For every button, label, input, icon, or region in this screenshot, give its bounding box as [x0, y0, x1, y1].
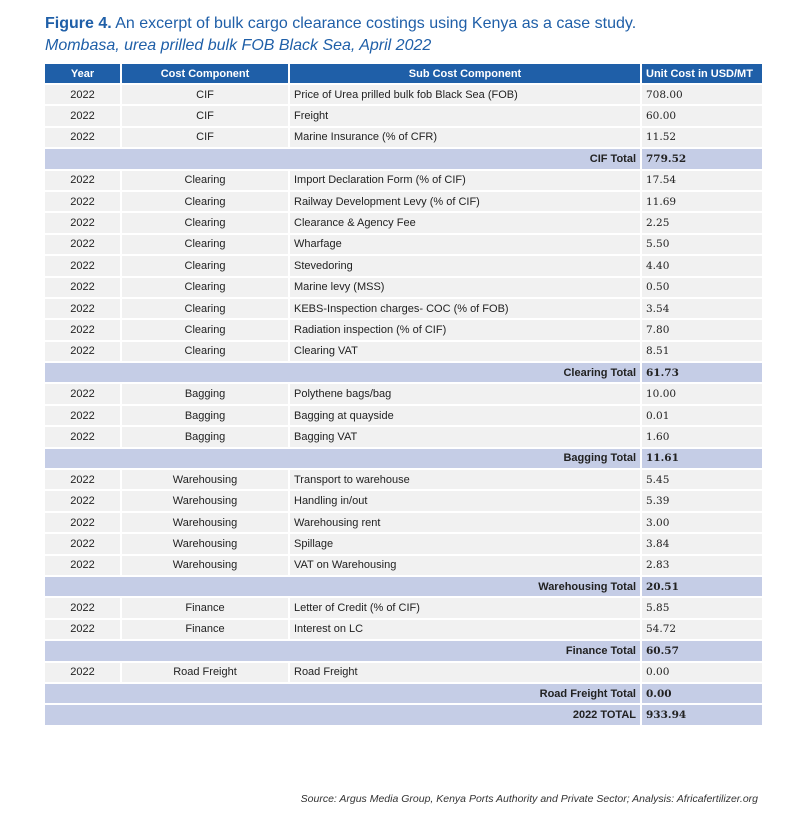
cell-year: 2022	[45, 171, 120, 190]
cell-year: 2022	[45, 278, 120, 297]
table-row	[45, 556, 762, 575]
subtotal-value: 0.00	[642, 684, 762, 703]
table-row	[45, 491, 762, 510]
table-row	[45, 513, 762, 532]
subtotal-label: Clearing Total	[45, 363, 640, 382]
cell-year: 2022	[45, 513, 120, 532]
cell-cost-component: CIF	[122, 85, 288, 104]
cell-cost-component: Bagging	[122, 384, 288, 403]
cell-sub-cost-component: Wharfage	[290, 235, 640, 254]
cell-year: 2022	[45, 106, 120, 125]
header-cost-component: Cost Component	[122, 64, 288, 83]
cell-sub-cost-component: Letter of Credit (% of CIF)	[290, 598, 640, 617]
cell-year: 2022	[45, 406, 120, 425]
table-row	[45, 171, 762, 190]
cell-cost-component: Clearing	[122, 299, 288, 318]
cell-cost-component: Warehousing	[122, 470, 288, 489]
table-body	[45, 85, 762, 725]
table-row	[45, 235, 762, 254]
cell-year: 2022	[45, 235, 120, 254]
cell-cost-component: Clearing	[122, 235, 288, 254]
grand-total-value: 933.94	[642, 705, 762, 724]
cell-cost-component: Clearing	[122, 278, 288, 297]
cell-cost-component: Finance	[122, 598, 288, 617]
cell-year: 2022	[45, 620, 120, 639]
table-row	[45, 256, 762, 275]
cell-unit-cost: 7.80	[642, 320, 762, 339]
header-sub-cost-component: Sub Cost Component	[290, 64, 640, 83]
cell-sub-cost-component: Marine Insurance (% of CFR)	[290, 128, 640, 147]
table-row	[45, 342, 762, 361]
cell-year: 2022	[45, 491, 120, 510]
figure-number: Figure 4.	[45, 15, 112, 32]
cell-cost-component: Warehousing	[122, 513, 288, 532]
subtotal-value: 60.57	[642, 641, 762, 660]
cell-sub-cost-component: Bagging at quayside	[290, 406, 640, 425]
cell-sub-cost-component: Railway Development Levy (% of CIF)	[290, 192, 640, 211]
cell-sub-cost-component: Warehousing rent	[290, 513, 640, 532]
cell-cost-component: Clearing	[122, 213, 288, 232]
cell-year: 2022	[45, 192, 120, 211]
table-header-row	[45, 64, 762, 83]
subtotal-label: Bagging Total	[45, 449, 640, 468]
cell-unit-cost: 10.00	[642, 384, 762, 403]
cell-cost-component: Road Freight	[122, 663, 288, 682]
cell-unit-cost: 2.83	[642, 556, 762, 575]
cell-year: 2022	[45, 534, 120, 553]
cell-unit-cost: 0.00	[642, 663, 762, 682]
subtotal-label: Warehousing Total	[45, 577, 640, 596]
cell-year: 2022	[45, 320, 120, 339]
cell-cost-component: Clearing	[122, 192, 288, 211]
grand-total-row	[45, 705, 762, 724]
cell-unit-cost: 54.72	[642, 620, 762, 639]
table-row	[45, 470, 762, 489]
cell-year: 2022	[45, 342, 120, 361]
cell-year: 2022	[45, 213, 120, 232]
cell-cost-component: Warehousing	[122, 491, 288, 510]
table-row	[45, 106, 762, 125]
cell-year: 2022	[45, 384, 120, 403]
cell-unit-cost: 3.54	[642, 299, 762, 318]
figure-title-text: An excerpt of bulk cargo clearance costings using Kenya as a case study.	[111, 15, 637, 32]
cell-sub-cost-component: Polythene bags/bag	[290, 384, 640, 403]
table-row	[45, 320, 762, 339]
subtotal-row	[45, 684, 762, 703]
figure-title	[45, 14, 636, 34]
cell-cost-component: Clearing	[122, 342, 288, 361]
subtotal-value: 779.52	[642, 149, 762, 168]
cell-cost-component: CIF	[122, 106, 288, 125]
subtotal-row	[45, 577, 762, 596]
table-row	[45, 278, 762, 297]
cell-unit-cost: 3.84	[642, 534, 762, 553]
cell-sub-cost-component: Transport to warehouse	[290, 470, 640, 489]
cell-sub-cost-component: Handling in/out	[290, 491, 640, 510]
cell-cost-component: Bagging	[122, 406, 288, 425]
table-row	[45, 598, 762, 617]
cell-unit-cost: 17.54	[642, 171, 762, 190]
subtotal-row	[45, 641, 762, 660]
cell-sub-cost-component: Marine levy (MSS)	[290, 278, 640, 297]
cell-cost-component: Clearing	[122, 256, 288, 275]
cell-unit-cost: 1.60	[642, 427, 762, 446]
cell-year: 2022	[45, 128, 120, 147]
header-unit-cost: Unit Cost in USD/MT	[642, 64, 762, 83]
cell-unit-cost: 2.25	[642, 213, 762, 232]
subtotal-label: Road Freight Total	[45, 684, 640, 703]
cell-year: 2022	[45, 556, 120, 575]
subtotal-value: 61.73	[642, 363, 762, 382]
subtotal-row	[45, 149, 762, 168]
cell-sub-cost-component: Clearance & Agency Fee	[290, 213, 640, 232]
cell-year: 2022	[45, 427, 120, 446]
cell-sub-cost-component: Road Freight	[290, 663, 640, 682]
cell-year: 2022	[45, 299, 120, 318]
cell-unit-cost: 60.00	[642, 106, 762, 125]
cell-sub-cost-component: Price of Urea prilled bulk fob Black Sea (FOB)	[290, 85, 640, 104]
source-note: Source: Argus Media Group, Kenya Ports Authority and Private Sector; Analysis: Africafertilizer.org	[300, 793, 758, 805]
cell-year: 2022	[45, 598, 120, 617]
cell-sub-cost-component: Clearing VAT	[290, 342, 640, 361]
cell-sub-cost-component: Bagging VAT	[290, 427, 640, 446]
cost-table	[43, 62, 764, 727]
subtotal-row	[45, 363, 762, 382]
subtotal-value: 11.61	[642, 449, 762, 468]
subtotal-row	[45, 449, 762, 468]
table-row	[45, 213, 762, 232]
cell-unit-cost: 708.00	[642, 85, 762, 104]
table-row	[45, 192, 762, 211]
cell-year: 2022	[45, 663, 120, 682]
cell-year: 2022	[45, 85, 120, 104]
table-row	[45, 620, 762, 639]
cell-sub-cost-component: Spillage	[290, 534, 640, 553]
cell-unit-cost: 0.01	[642, 406, 762, 425]
cell-sub-cost-component: VAT on Warehousing	[290, 556, 640, 575]
figure-subtitle: Mombasa, urea prilled bulk FOB Black Sea, April 2022	[45, 37, 432, 54]
cell-unit-cost: 5.39	[642, 491, 762, 510]
cell-unit-cost: 3.00	[642, 513, 762, 532]
cell-unit-cost: 5.85	[642, 598, 762, 617]
cell-unit-cost: 4.40	[642, 256, 762, 275]
table-row	[45, 128, 762, 147]
cell-cost-component: Clearing	[122, 320, 288, 339]
cell-sub-cost-component: Stevedoring	[290, 256, 640, 275]
cell-unit-cost: 0.50	[642, 278, 762, 297]
cell-cost-component: Finance	[122, 620, 288, 639]
grand-total-label: 2022 TOTAL	[45, 705, 640, 724]
cell-cost-component: Warehousing	[122, 556, 288, 575]
cell-year: 2022	[45, 470, 120, 489]
table-row	[45, 406, 762, 425]
header-year: Year	[45, 64, 120, 83]
cell-unit-cost: 11.69	[642, 192, 762, 211]
cell-unit-cost: 5.45	[642, 470, 762, 489]
cell-unit-cost: 11.52	[642, 128, 762, 147]
table-row	[45, 85, 762, 104]
subtotal-value: 20.51	[642, 577, 762, 596]
cell-sub-cost-component: Freight	[290, 106, 640, 125]
cell-sub-cost-component: KEBS-Inspection charges- COC (% of FOB)	[290, 299, 640, 318]
subtotal-label: Finance Total	[45, 641, 640, 660]
cell-cost-component: Clearing	[122, 171, 288, 190]
cell-sub-cost-component: Import Declaration Form (% of CIF)	[290, 171, 640, 190]
table-row	[45, 299, 762, 318]
cell-cost-component: Warehousing	[122, 534, 288, 553]
table-row	[45, 384, 762, 403]
table-row	[45, 663, 762, 682]
cell-year: 2022	[45, 256, 120, 275]
cell-cost-component: CIF	[122, 128, 288, 147]
table-row	[45, 427, 762, 446]
cell-sub-cost-component: Interest on LC	[290, 620, 640, 639]
cell-sub-cost-component: Radiation inspection (% of CIF)	[290, 320, 640, 339]
cell-unit-cost: 5.50	[642, 235, 762, 254]
cell-unit-cost: 8.51	[642, 342, 762, 361]
table-row	[45, 534, 762, 553]
cell-cost-component: Bagging	[122, 427, 288, 446]
subtotal-label: CIF Total	[45, 149, 640, 168]
